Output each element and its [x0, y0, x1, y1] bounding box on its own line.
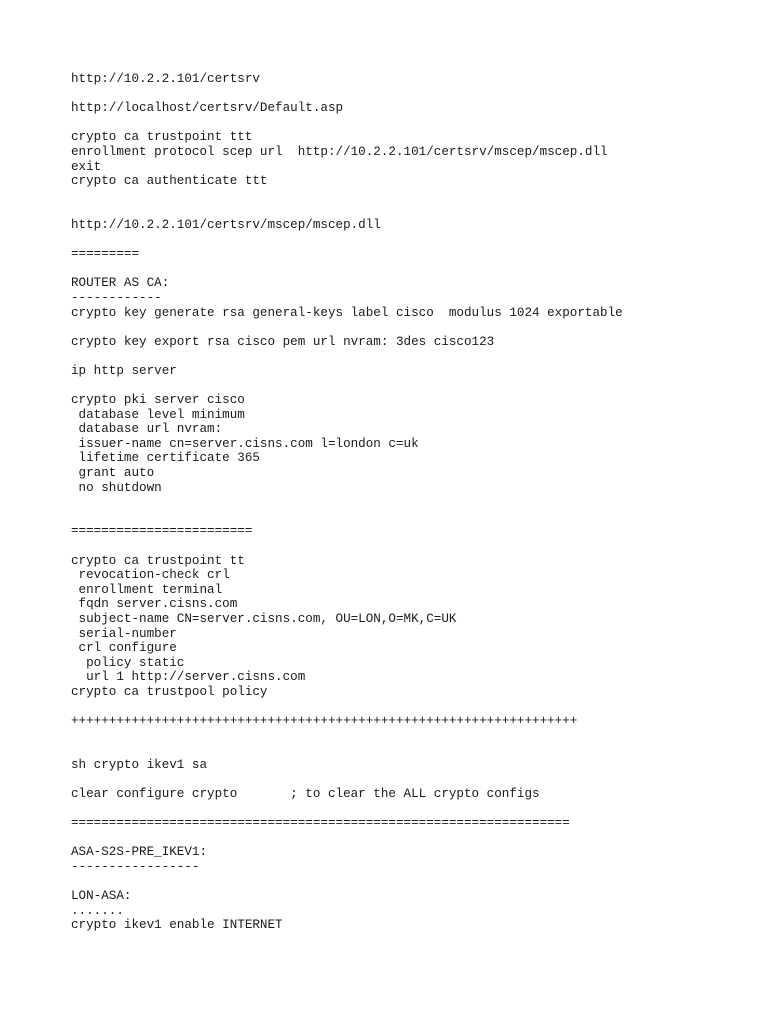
separator-line: ----------------- — [71, 860, 200, 875]
text-line: sh crypto ikev1 sa — [71, 757, 208, 772]
blank-line — [71, 802, 751, 817]
blank-line — [71, 510, 751, 525]
text-line: database url nvram: — [71, 422, 223, 437]
text-line: ....... — [71, 903, 124, 918]
separator-line: ------------ — [71, 290, 162, 305]
text-line: crypto ca trustpoint ttt — [71, 130, 253, 145]
text-line: crypto ca trustpool policy — [71, 684, 268, 699]
text-line: crypto key generate rsa general-keys label cisco modulus 1024 exportable — [71, 305, 623, 320]
text-line: fqdn server.cisns.com — [71, 597, 238, 612]
text-line: exit — [71, 159, 102, 174]
section-heading: ROUTER AS CA: — [71, 276, 170, 291]
text-line: database level minimum — [71, 407, 245, 422]
text-line: revocation-check crl — [71, 568, 230, 583]
blank-line — [71, 700, 751, 715]
text-line: crypto pki server cisco — [71, 393, 245, 408]
blank-line — [71, 189, 751, 204]
blank-line — [71, 203, 751, 218]
text-line: enrollment protocol scep url http://10.2.2.101/certsrv/mscep/mscep.dll — [71, 144, 608, 159]
text-line: crl configure — [71, 641, 177, 656]
blank-line — [71, 495, 751, 510]
blank-line — [71, 539, 751, 554]
separator-line: ======================== — [71, 524, 253, 539]
blank-line — [71, 743, 751, 758]
text-line: crypto key export rsa cisco pem url nvram: 3des cisco123 — [71, 334, 495, 349]
text-line: http://10.2.2.101/certsrv — [71, 72, 260, 86]
section-heading: ASA-S2S-PRE_IKEV1: — [71, 845, 208, 860]
blank-line — [71, 729, 751, 744]
blank-line — [71, 233, 751, 248]
section-heading: LON-ASA: — [71, 889, 132, 904]
text-line: issuer-name cn=server.cisns.com l=london c=uk — [71, 436, 419, 451]
text-line: ip http server — [71, 363, 177, 378]
text-line: crypto ca authenticate ttt — [71, 174, 268, 189]
text-line: no shutdown — [71, 480, 162, 495]
blank-line — [71, 773, 751, 788]
blank-line — [71, 349, 751, 364]
text-line: subject-name CN=server.cisns.com, OU=LON,O=MK,C=UK — [71, 611, 457, 626]
blank-line — [71, 378, 751, 393]
text-line: grant auto — [71, 466, 155, 481]
separator-line: ================================================================== — [71, 816, 570, 831]
blank-line — [71, 87, 751, 102]
text-line: serial-number — [71, 626, 177, 641]
text-line: lifetime certificate 365 — [71, 451, 260, 466]
text-line: crypto ca trustpoint tt — [71, 553, 245, 568]
text-line: clear configure crypto ; to clear the ALL crypto configs — [71, 787, 540, 802]
text-line: enrollment terminal — [71, 582, 223, 597]
text-line: url 1 http://server.cisns.com — [71, 670, 306, 685]
blank-line — [71, 262, 751, 277]
separator-line: +++++++++++++++++++++++++++++++++++++++++++++++++++++++++++++++++++ — [71, 714, 578, 729]
document-body — [71, 72, 751, 933]
blank-line — [71, 875, 751, 890]
text-line: policy static — [71, 655, 185, 670]
separator-line: ========= — [71, 247, 140, 262]
text-line: http://localhost/certsrv/Default.asp — [71, 101, 344, 116]
text-line: http://10.2.2.101/certsrv/mscep/mscep.dll — [71, 217, 381, 232]
blank-line — [71, 320, 751, 335]
text-line: crypto ikev1 enable INTERNET — [71, 918, 283, 933]
blank-line — [71, 116, 751, 131]
blank-line — [71, 831, 751, 846]
